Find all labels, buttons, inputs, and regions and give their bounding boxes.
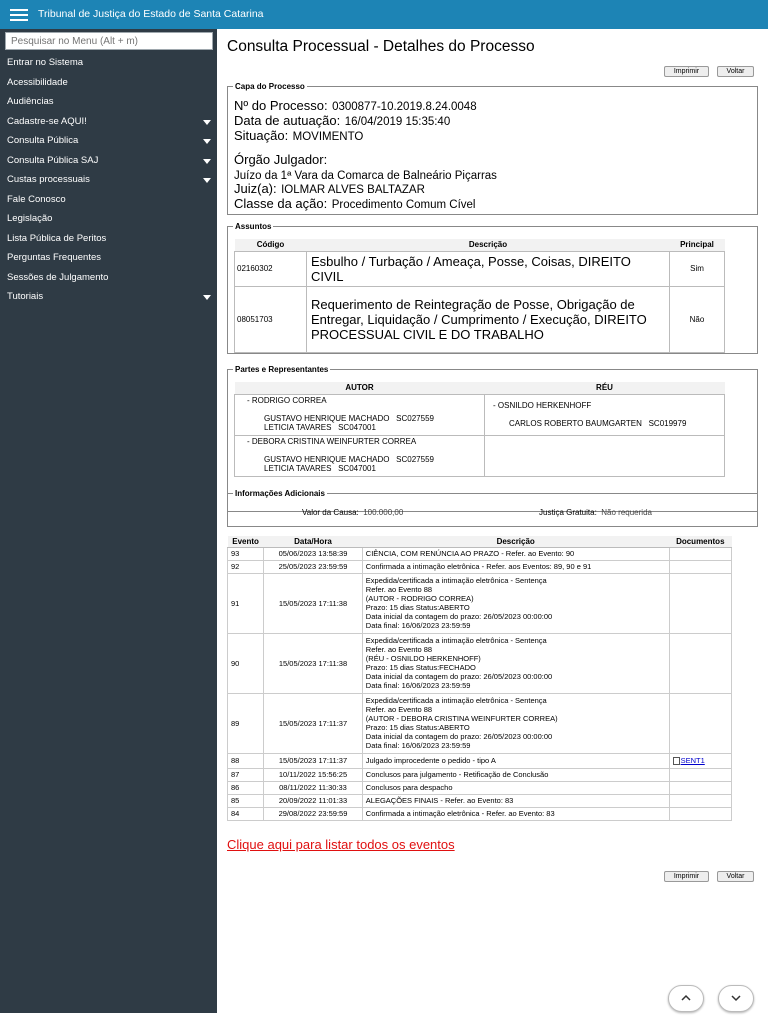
table-row (228, 807, 732, 820)
evento-datetime: 05/06/2023 13:58:39 (264, 547, 363, 560)
table-row (228, 573, 732, 633)
sidebar-item-label: Acessibilidade (7, 76, 68, 88)
evento-documents (669, 807, 731, 820)
page-title: Consulta Processual - Detalhes do Processo (227, 38, 535, 55)
evento-description (362, 807, 669, 820)
col-codigo: Código (235, 239, 307, 251)
menu-search-input[interactable] (5, 32, 213, 50)
table-row (228, 781, 732, 794)
table-row: 02160302 Esbulho / Turbação / Ameaça, Posse, Coisas, DIREITO CIVIL Sim (235, 251, 725, 286)
justica-gratuita: Justiça Gratuita: Não requerida (539, 508, 652, 517)
description-line: Data final: 16/06/2023 23:59:59 (365, 621, 471, 630)
main-content (217, 29, 768, 1024)
evento-number: 87 (228, 768, 264, 781)
evento-datetime: 08/11/2022 11:30:33 (264, 781, 363, 794)
sidebar-item[interactable] (0, 251, 217, 271)
partes-legend: Partes e Representantes (235, 365, 329, 374)
evento-documents (669, 794, 731, 807)
valor-causa: Valor da Causa: 100.000,00 (302, 508, 404, 517)
caret-down-icon (203, 295, 211, 300)
description-line: Data final: 16/06/2023 23:59:59 (365, 681, 471, 690)
autor-name: - DEBORA CRISTINA WEINFURTER CORREA (247, 436, 417, 446)
evento-datetime: 15/05/2023 17:11:38 (264, 633, 363, 693)
evento-number: 84 (228, 807, 264, 820)
sidebar-item-label: Tutoriais (7, 291, 44, 302)
sidebar-item-label: Lista Pública de Peritos (7, 232, 107, 244)
evento-number: 90 (228, 633, 264, 693)
caret-down-icon (203, 159, 211, 164)
col-evento: Evento (228, 536, 264, 547)
sidebar-item[interactable] (0, 271, 217, 291)
evento-number: 88 (228, 753, 264, 768)
evento-description (362, 560, 669, 573)
sidebar-item-label: Sessões de Julgamento (7, 271, 109, 283)
sidebar-item[interactable] (0, 115, 217, 135)
evento-description (362, 768, 669, 781)
description-line: Conclusos para despacho (365, 783, 453, 792)
description-line: Prazo: 15 dias Status:FECHADO (365, 663, 476, 672)
sidebar-item-label: Legislação (7, 213, 53, 224)
col-data-hora: Data/Hora (264, 536, 363, 547)
evento-datetime: 15/05/2023 17:11:37 (264, 753, 363, 768)
description-line: Data inicial da contagem do prazo: 26/05/2023 00:00:00 (365, 672, 553, 681)
assuntos-table (234, 239, 725, 353)
sidebar-menu (0, 56, 217, 310)
capa-processo-section (227, 82, 758, 215)
col-principal: Principal (670, 239, 725, 251)
evento-description (362, 794, 669, 807)
data-autuacao: Data de autuação: 16/04/2019 15:35:40 (234, 113, 451, 128)
chevron-up-icon (681, 994, 691, 1002)
capa-legend: Capa do Processo (235, 82, 305, 91)
table-row (235, 435, 725, 476)
evento-documents (669, 560, 731, 573)
caret-down-icon (203, 139, 211, 144)
table-row (228, 794, 732, 807)
evento-documents (669, 781, 731, 794)
evento-number: 86 (228, 781, 264, 794)
evento-number: 85 (228, 794, 264, 807)
info-legend: Informações Adicionais (235, 489, 325, 498)
evento-documents (669, 768, 731, 781)
chevron-down-icon (731, 994, 741, 1002)
representante: GUSTAVO HENRIQUE MACHADO SC027559 (264, 413, 434, 423)
orgao-julgador: Juízo da 1ª Vara da Comarca de Balneário Piçarras (234, 170, 497, 182)
orgao-julgador-label: Órgão Julgador: (234, 152, 328, 167)
description-line: Refer. ao Evento 88 (365, 645, 433, 654)
sidebar-item-label: Perguntas Frequentes (7, 252, 102, 263)
evento-description (362, 547, 669, 560)
sidebar-item[interactable] (0, 56, 217, 76)
table-row (228, 547, 732, 560)
description-line: Julgado improcedente o pedido - tipo A (365, 756, 496, 765)
evento-description (362, 781, 669, 794)
autor-name: - RODRIGO CORREA (247, 395, 327, 405)
description-line: Confirmada a intimação eletrônica - Refer. aos Eventos: 89, 90 e 91 (365, 562, 592, 571)
col-autor: AUTOR (235, 382, 485, 394)
top-bar (0, 0, 768, 29)
sidebar-item[interactable] (0, 290, 217, 310)
caret-down-icon (203, 178, 211, 183)
table-row (228, 768, 732, 781)
sidebar-item-label: Consulta Pública (7, 135, 79, 146)
classe-acao: Classe da ação: Procedimento Comum Cível (234, 196, 476, 211)
description-line: CIÊNCIA, COM RENÚNCIA AO PRAZO - Refer. ao Evento: 90 (365, 549, 575, 558)
representante: GUSTAVO HENRIQUE MACHADO SC027559 (264, 454, 434, 464)
sidebar-item-label: Custas processuais (7, 174, 90, 185)
evento-description (362, 693, 669, 753)
description-line: Data final: 16/06/2023 23:59:59 (365, 741, 471, 750)
description-line: (AUTOR - DEBORA CRISTINA WEINFURTER CORREA) (365, 714, 558, 723)
sidebar-item[interactable] (0, 134, 217, 154)
evento-datetime: 15/05/2023 17:11:38 (264, 573, 363, 633)
description-line: Confirmada a intimação eletrônica - Refer. ao Evento: 83 (365, 809, 555, 818)
scroll-down-button[interactable] (718, 985, 754, 1012)
col-descricao: Descrição (362, 536, 669, 547)
sidebar-item-label: Consulta Pública SAJ (7, 154, 99, 166)
sidebar-item[interactable] (0, 232, 217, 252)
numero-processo: Nº do Processo: 0300877-10.2019.8.24.0048 (234, 98, 477, 113)
evento-number: 89 (228, 693, 264, 753)
description-line: Data inicial da contagem do prazo: 26/05/2023 00:00:00 (365, 612, 553, 621)
description-line: Expedida/certificada a intimação eletrônica - Sentença (365, 576, 547, 585)
document-icon (673, 757, 680, 765)
sidebar-item-label: Entrar no Sistema (7, 57, 84, 68)
sidebar-item[interactable] (0, 193, 217, 213)
representante: LETICIA TAVARES SC047001 (264, 463, 376, 473)
hamburger-menu-icon[interactable] (10, 9, 28, 21)
back-button-top[interactable]: Voltar (717, 66, 754, 77)
evento-datetime: 20/09/2022 11:01:33 (264, 794, 363, 807)
juiz: Juiz(a): IOLMAR ALVES BALTAZAR (234, 181, 425, 196)
table-row (228, 753, 732, 768)
table-row (228, 633, 732, 693)
print-button-top[interactable]: Imprimir (664, 66, 709, 77)
scroll-up-button[interactable] (668, 985, 704, 1012)
evento-description (362, 573, 669, 633)
description-line: Data inicial da contagem do prazo: 26/05/2023 00:00:00 (365, 732, 553, 741)
sidebar-item[interactable] (0, 76, 217, 96)
evento-description (362, 633, 669, 693)
evento-datetime: 29/08/2022 23:59:59 (264, 807, 363, 820)
sidebar-item-label: Fale Conosco (7, 193, 66, 205)
eventos-table (227, 536, 732, 821)
assuntos-section (227, 222, 758, 354)
description-line: Refer. ao Evento 88 (365, 705, 433, 714)
partes-table (234, 382, 725, 477)
col-descricao: Descrição (307, 239, 670, 251)
sidebar-item-label: Cadastre-se AQUI! (7, 115, 87, 127)
description-line: (AUTOR - RODRIGO CORREA) (365, 594, 474, 603)
sidebar (0, 29, 217, 1013)
table-row (228, 560, 732, 573)
sidebar-item[interactable] (0, 95, 217, 115)
description-line: (RÉU - OSNILDO HERKENHOFF) (365, 654, 481, 663)
situacao: Situação: MOVIMENTO (234, 128, 364, 143)
table-row (235, 394, 725, 435)
evento-documents (669, 633, 731, 693)
sidebar-item[interactable] (0, 173, 217, 193)
evento-datetime: 15/05/2023 17:11:37 (264, 693, 363, 753)
document-link[interactable] (673, 756, 705, 765)
document-link-label: SENT1 (680, 755, 705, 765)
table-row (228, 693, 732, 753)
description-line: Prazo: 15 dias Status:ABERTO (365, 723, 470, 732)
print-button-bottom[interactable]: Imprimir (664, 871, 709, 882)
evento-number: 91 (228, 573, 264, 633)
sidebar-item[interactable] (0, 212, 217, 232)
reu-name: - OSNILDO HERKENHOFF (493, 400, 592, 410)
info-adicionais-section (227, 489, 758, 527)
evento-datetime: 25/05/2023 23:59:59 (264, 560, 363, 573)
representante: CARLOS ROBERTO BAUMGARTEN SC019979 (509, 418, 687, 428)
description-line: Refer. ao Evento 88 (365, 585, 433, 594)
col-reu: RÉU (485, 382, 725, 394)
caret-down-icon (203, 120, 211, 125)
description-line: Conclusos para julgamento - Retificação de Conclusão (365, 770, 549, 779)
table-row: 08051703 Requerimento de Reintegração de Posse, Obrigação de Entregar, Liquidação / Cumprimento / Execução, DIREITO PROCESSUAL CIVIL E DO TRABALHO Não (235, 286, 725, 352)
evento-documents (669, 573, 731, 633)
representante: LETICIA TAVARES SC047001 (264, 422, 376, 432)
list-all-events-link[interactable]: Clique aqui para listar todos os eventos (227, 837, 455, 852)
evento-number: 92 (228, 560, 264, 573)
evento-number: 93 (228, 547, 264, 560)
evento-documents (669, 693, 731, 753)
site-title: Tribunal de Justiça do Estado de Santa Catarina (38, 8, 264, 20)
back-button-bottom[interactable]: Voltar (717, 871, 754, 882)
description-line: Expedida/certificada a intimação eletrônica - Sentença (365, 696, 547, 705)
description-line: Expedida/certificada a intimação eletrônica - Sentença (365, 636, 547, 645)
description-line: ALEGAÇÕES FINAIS - Refer. ao Evento: 83 (365, 796, 514, 805)
evento-description (362, 753, 669, 768)
description-line: Prazo: 15 dias Status:ABERTO (365, 603, 470, 612)
evento-documents (669, 753, 731, 768)
evento-documents (669, 547, 731, 560)
assuntos-legend: Assuntos (235, 222, 272, 231)
evento-datetime: 10/11/2022 15:56:25 (264, 768, 363, 781)
sidebar-item[interactable] (0, 154, 217, 174)
sidebar-item-label: Audiências (7, 96, 54, 107)
col-documentos: Documentos (669, 536, 731, 547)
